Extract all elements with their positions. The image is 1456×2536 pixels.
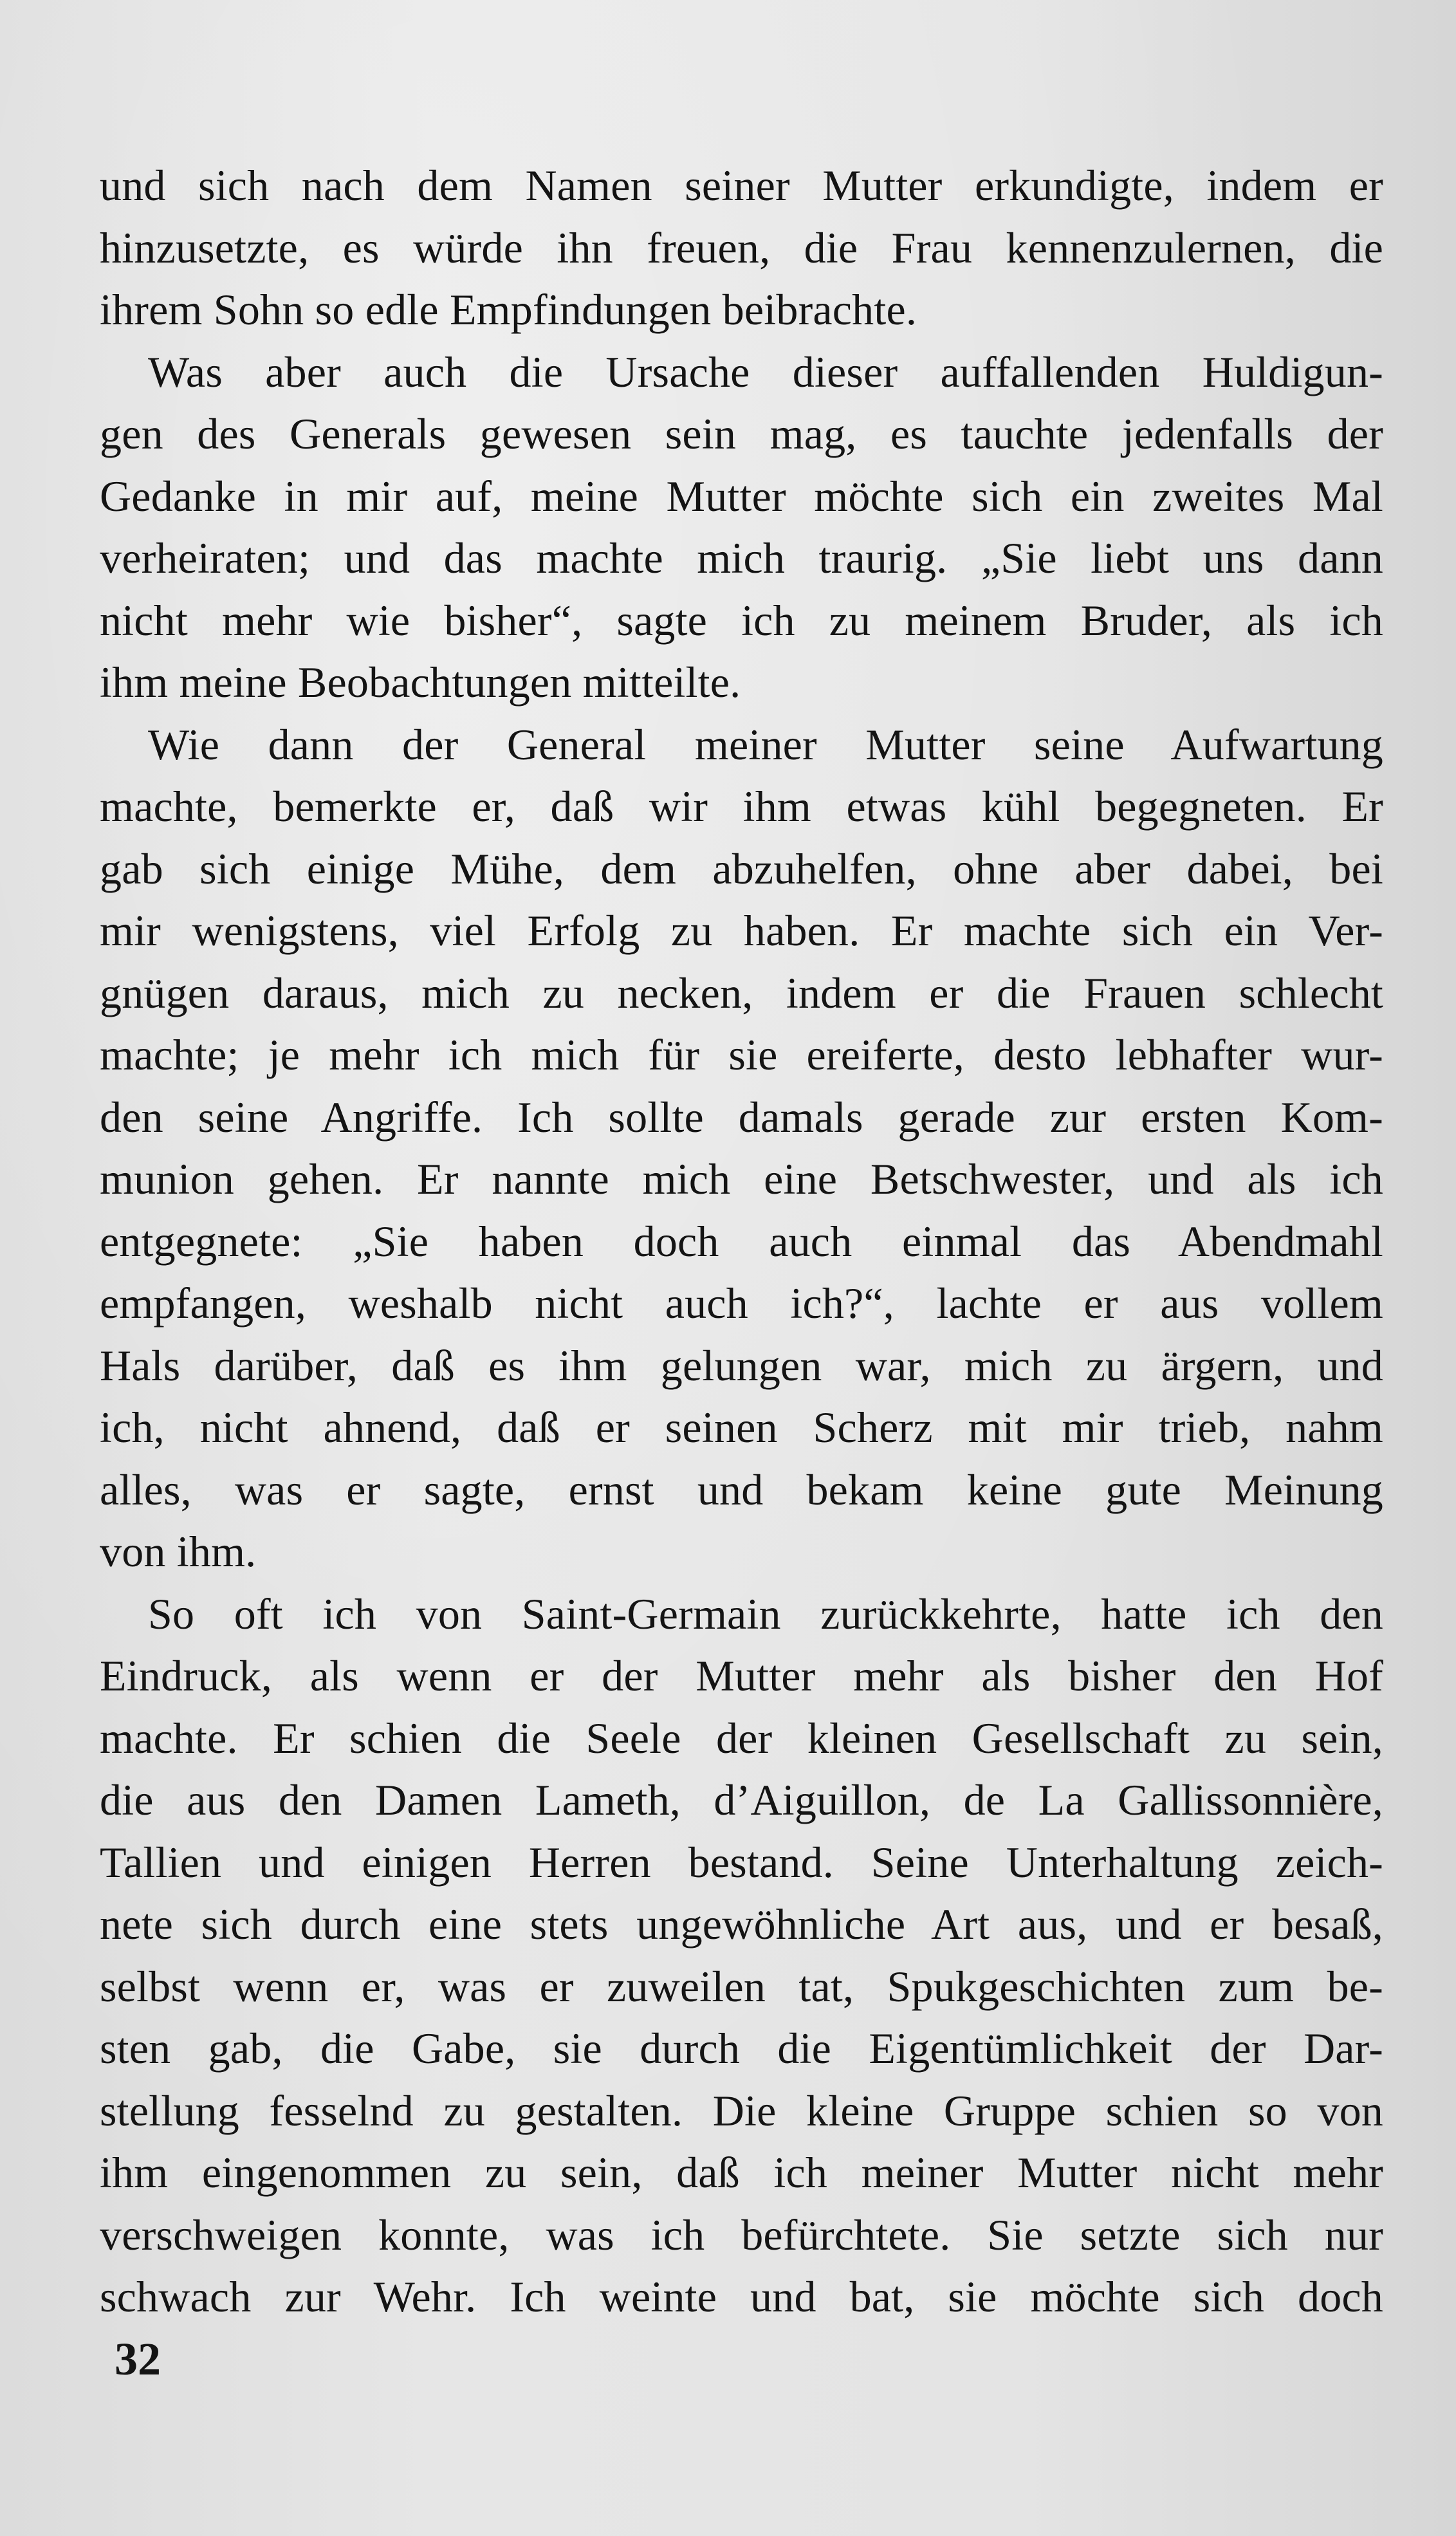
text-line: machte; je mehr ich mich für sie ereiferte, desto lebhafter wur- [100,1030,1383,1079]
text-line: hinzusetzte, es würde ihn freuen, die Frau kennenzulernen, die [100,223,1383,272]
text-line: und sich nach dem Namen seiner Mutter erkundigte, indem er [100,161,1383,210]
text-line: Eindruck, als wenn er der Mutter mehr als bisher den Hof [100,1651,1383,1700]
text-line: So oft ich von Saint-Germain zurückkehrte, hatte ich den [148,1589,1383,1638]
body-text [100,154,1383,2328]
text-line: gen des Generals gewesen sein mag, es tauchte jedenfalls der [100,409,1383,458]
text-line: sten gab, die Gabe, sie durch die Eigentümlichkeit der Dar- [100,2024,1383,2073]
text-line: nicht mehr wie bisher“, sagte ich zu meinem Bruder, als ich [100,595,1383,645]
text-line: mir wenigstens, viel Erfolg zu haben. Er machte sich ein Ver- [100,906,1383,955]
text-line: die aus den Damen Lameth, d’Aiguillon, de La Gallissonnière, [100,1775,1383,1824]
text-line: stellung fesselnd zu gestalten. Die kleine Gruppe schien so von [100,2086,1383,2135]
page-number: 32 [115,2333,161,2385]
text-line: verheiraten; und das machte mich traurig. „Sie liebt uns dann [100,533,1383,582]
text-line: Tallien und einigen Herren bestand. Seine Unterhaltung zeich- [100,1837,1383,1887]
text-line: gab sich einige Mühe, dem abzuhelfen, ohne aber dabei, bei [100,844,1383,893]
text-line: ihm meine Beobachtungen mitteilte. [100,658,741,707]
text-line: empfangen, weshalb nicht auch ich?“, lachte er aus vollem [100,1279,1383,1328]
text-line: nete sich durch eine stets ungewöhnliche Art aus, und er besaß, [100,1900,1383,1948]
text-line: machte. Er schien die Seele der kleinen Gesellschaft zu sein, [100,1713,1383,1763]
text-line: verschweigen konnte, was ich befürchtete. Sie setzte sich nur [100,2210,1383,2259]
text-line: ich, nicht ahnend, daß er seinen Scherz mit mir trieb, nahm [100,1403,1383,1452]
text-line: gnügen daraus, mich zu necken, indem er die Frauen schlecht [100,968,1383,1017]
text-line: schwach zur Wehr. Ich weinte und bat, sie möchte sich doch [100,2272,1383,2321]
text-line: den seine Angriffe. Ich sollte damals gerade zur ersten Kom- [100,1092,1383,1142]
text-line: Wie dann der General meiner Mutter seine Aufwartung [148,719,1383,769]
text-line: machte, bemerkte er, daß wir ihm etwas kühl begegneten. Er [100,782,1383,831]
text-line: Gedanke in mir auf, meine Mutter möchte sich ein zweites Mal [100,471,1383,521]
text-line: ihm eingenommen zu sein, daß ich meiner Mutter nicht mehr [100,2148,1383,2197]
text-line: Hals darüber, daß es ihm gelungen war, mich zu ärgern, und [100,1340,1383,1390]
text-line: ihrem Sohn so edle Empfindungen beibrachte. [100,285,917,334]
text-line: munion gehen. Er nannte mich eine Betschwester, und als ich [100,1154,1383,1203]
text-line: von ihm. [100,1527,257,1576]
text-line: selbst wenn er, was er zuweilen tat, Spukgeschichten zum be- [100,1961,1383,2011]
text-line: alles, was er sagte, ernst und bekam keine gute Meinung [100,1465,1383,1514]
text-line: Was aber auch die Ursache dieser auffallenden Huldigun- [148,347,1383,396]
text-line: entgegnete: „Sie haben doch auch einmal das Abendmahl [100,1216,1383,1266]
